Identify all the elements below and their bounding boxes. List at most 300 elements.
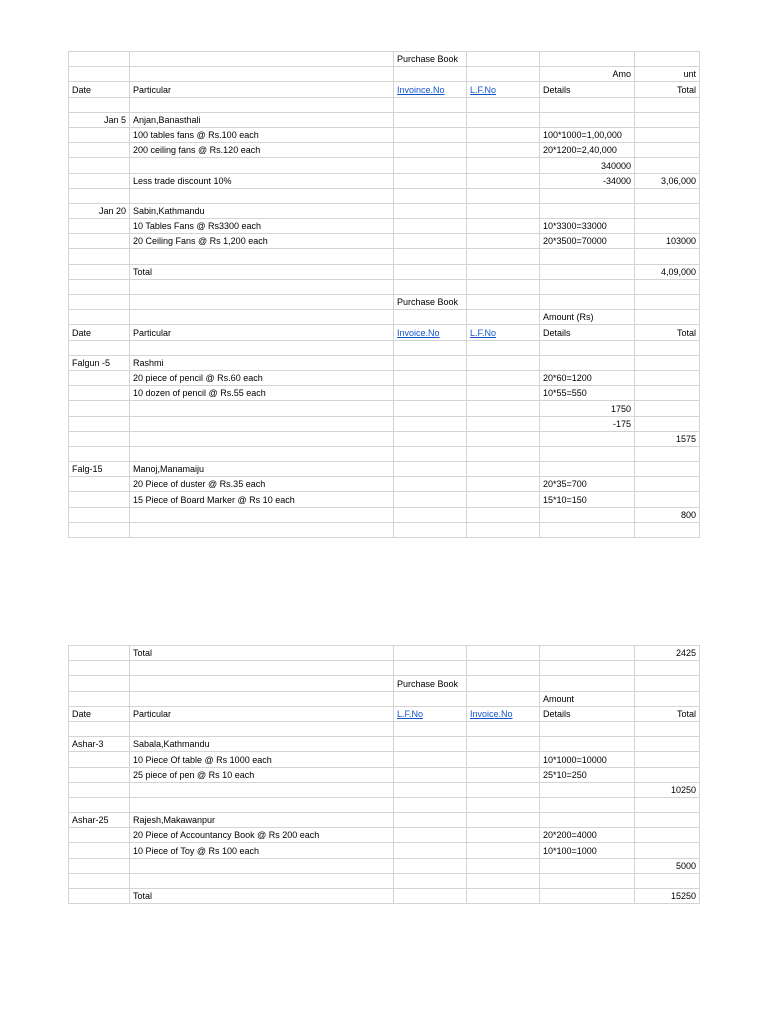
particular-cell <box>130 67 394 82</box>
total-cell <box>635 721 700 736</box>
date-cell <box>69 477 130 492</box>
total-cell: 15250 <box>635 889 700 904</box>
ref-no-cell: Purchase Book <box>394 295 467 310</box>
ledger-row <box>69 416 700 431</box>
total-cell <box>635 661 700 676</box>
date-cell <box>69 249 130 264</box>
ref-no-2-cell <box>467 279 540 294</box>
date-cell <box>69 446 130 461</box>
ledger-row <box>69 737 700 752</box>
ref-no-cell <box>394 737 467 752</box>
date-cell <box>69 52 130 67</box>
date-cell <box>69 143 130 158</box>
ledger-row <box>69 889 700 904</box>
particular-cell <box>130 507 394 522</box>
ref-no-cell <box>394 797 467 812</box>
ref-no-2-cell <box>467 295 540 310</box>
particular-cell: Particular <box>130 82 394 97</box>
ref-no-2-cell <box>467 737 540 752</box>
ref-no-cell <box>394 843 467 858</box>
ref-no-2-cell <box>467 507 540 522</box>
total-cell <box>635 143 700 158</box>
particular-cell: 10 Piece of Toy @ Rs 100 each <box>130 843 394 858</box>
details-cell <box>540 462 635 477</box>
ref-no-2-cell <box>467 492 540 507</box>
particular-cell <box>130 691 394 706</box>
total-cell: Total <box>635 325 700 340</box>
ref-no-cell <box>394 477 467 492</box>
ledger-row <box>69 355 700 370</box>
ledger-row <box>69 370 700 385</box>
details-cell: -34000 <box>540 173 635 188</box>
ref-no-2-cell <box>467 462 540 477</box>
ref-no-2-cell <box>467 691 540 706</box>
particular-cell <box>130 310 394 325</box>
ref-no-2-cell <box>467 173 540 188</box>
header-link-cell[interactable]: L.F.No <box>467 82 540 97</box>
ledger-row <box>69 67 700 82</box>
ref-no-2-cell <box>467 203 540 218</box>
details-cell <box>540 249 635 264</box>
total-cell <box>635 416 700 431</box>
details-cell <box>540 188 635 203</box>
date-cell <box>69 401 130 416</box>
details-cell: 10*55=550 <box>540 386 635 401</box>
ledger-row <box>69 446 700 461</box>
ref-no-2-cell <box>467 873 540 888</box>
ref-no-2-cell <box>467 661 540 676</box>
purchase-book-sheet-page-1 <box>68 51 700 538</box>
date-cell <box>69 67 130 82</box>
particular-cell <box>130 858 394 873</box>
date-cell <box>69 97 130 112</box>
ledger-row <box>69 858 700 873</box>
details-cell <box>540 264 635 279</box>
ledger-row <box>69 752 700 767</box>
total-cell: Total <box>635 82 700 97</box>
ledger-row <box>69 462 700 477</box>
ref-no-2-cell <box>467 112 540 127</box>
ledger-row <box>69 143 700 158</box>
total-cell <box>635 752 700 767</box>
date-cell <box>69 279 130 294</box>
total-cell: 1575 <box>635 431 700 446</box>
particular-cell: 10 Piece Of table @ Rs 1000 each <box>130 752 394 767</box>
particular-cell <box>130 873 394 888</box>
date-cell <box>69 431 130 446</box>
particular-cell: Total <box>130 264 394 279</box>
total-cell <box>635 295 700 310</box>
ledger-row <box>69 721 700 736</box>
total-cell <box>635 279 700 294</box>
particular-cell <box>130 158 394 173</box>
details-cell: Details <box>540 82 635 97</box>
total-cell: unt <box>635 67 700 82</box>
date-cell <box>69 492 130 507</box>
ref-no-cell <box>394 767 467 782</box>
ref-no-cell <box>394 386 467 401</box>
details-cell: 20*200=4000 <box>540 828 635 843</box>
details-cell: 340000 <box>540 158 635 173</box>
details-cell: Amount <box>540 691 635 706</box>
ledger-row <box>69 173 700 188</box>
ledger-row <box>69 249 700 264</box>
total-cell <box>635 813 700 828</box>
ref-no-cell <box>394 813 467 828</box>
ref-no-2-cell <box>467 797 540 812</box>
ledger-row <box>69 295 700 310</box>
ref-no-cell <box>394 203 467 218</box>
ref-no-cell <box>394 446 467 461</box>
ref-no-2-cell <box>467 219 540 234</box>
ref-no-cell <box>394 507 467 522</box>
details-cell <box>540 340 635 355</box>
ledger-row <box>69 127 700 142</box>
total-cell <box>635 219 700 234</box>
ledger-row <box>69 401 700 416</box>
date-cell: Date <box>69 706 130 721</box>
particular-cell <box>130 797 394 812</box>
ledger-row <box>69 264 700 279</box>
particular-cell <box>130 279 394 294</box>
details-cell: 15*10=150 <box>540 492 635 507</box>
particular-cell: 10 Tables Fans @ Rs3300 each <box>130 219 394 234</box>
ref-no-cell: Purchase Book <box>394 676 467 691</box>
particular-cell <box>130 97 394 112</box>
date-cell: Ashar-3 <box>69 737 130 752</box>
ref-no-2-cell <box>467 767 540 782</box>
ledger-row <box>69 477 700 492</box>
ref-no-2-cell <box>467 249 540 264</box>
particular-cell: Total <box>130 889 394 904</box>
date-cell <box>69 310 130 325</box>
ref-no-2-cell <box>467 97 540 112</box>
particular-cell: 20 Piece of Accountancy Book @ Rs 200 each <box>130 828 394 843</box>
date-cell <box>69 661 130 676</box>
date-cell <box>69 295 130 310</box>
ledger-row <box>69 767 700 782</box>
total-cell <box>635 112 700 127</box>
ledger-row <box>69 52 700 67</box>
particular-cell: 20 Ceiling Fans @ Rs 1,200 each <box>130 234 394 249</box>
ledger-row <box>69 112 700 127</box>
total-cell <box>635 158 700 173</box>
ref-no-cell <box>394 279 467 294</box>
total-cell <box>635 492 700 507</box>
particular-cell <box>130 446 394 461</box>
date-cell <box>69 721 130 736</box>
date-cell <box>69 416 130 431</box>
particular-cell: Sabala,Kathmandu <box>130 737 394 752</box>
details-cell <box>540 813 635 828</box>
total-cell <box>635 477 700 492</box>
ref-no-2-cell <box>467 52 540 67</box>
date-cell: Jan 20 <box>69 203 130 218</box>
ref-no-cell <box>394 646 467 661</box>
date-cell <box>69 828 130 843</box>
details-cell <box>540 295 635 310</box>
details-cell <box>540 97 635 112</box>
total-cell: 5000 <box>635 858 700 873</box>
details-cell <box>540 355 635 370</box>
date-cell: Jan 5 <box>69 112 130 127</box>
ref-no-cell <box>394 219 467 234</box>
ref-no-2-cell <box>467 416 540 431</box>
header-link-cell[interactable]: L.F.No <box>467 325 540 340</box>
ref-no-cell <box>394 782 467 797</box>
ledger-row <box>69 782 700 797</box>
ledger-row <box>69 386 700 401</box>
date-cell <box>69 676 130 691</box>
ledger-row <box>69 797 700 812</box>
ref-no-2-cell <box>467 813 540 828</box>
total-cell <box>635 737 700 752</box>
particular-cell: Total <box>130 646 394 661</box>
particular-cell <box>130 431 394 446</box>
details-cell <box>540 676 635 691</box>
date-cell <box>69 797 130 812</box>
ledger-row <box>69 507 700 522</box>
ledger-row <box>69 431 700 446</box>
total-cell <box>635 522 700 537</box>
ref-no-2-cell <box>467 676 540 691</box>
ref-no-2-cell <box>467 158 540 173</box>
total-cell <box>635 446 700 461</box>
ref-no-cell <box>394 310 467 325</box>
details-cell <box>540 446 635 461</box>
date-cell <box>69 873 130 888</box>
ref-no-cell <box>394 522 467 537</box>
total-cell <box>635 249 700 264</box>
details-cell <box>540 889 635 904</box>
date-cell <box>69 173 130 188</box>
purchase-book-sheet-page-2 <box>68 645 700 904</box>
ref-no-cell <box>394 234 467 249</box>
ref-no-cell <box>394 492 467 507</box>
ref-no-cell <box>394 67 467 82</box>
ref-no-2-cell <box>467 828 540 843</box>
ref-no-2-cell <box>467 67 540 82</box>
ref-no-2-cell <box>467 264 540 279</box>
ref-no-cell <box>394 264 467 279</box>
details-cell <box>540 873 635 888</box>
details-cell <box>540 203 635 218</box>
ref-no-2-cell <box>467 127 540 142</box>
header-link-cell[interactable]: Invoince.No <box>394 82 467 97</box>
date-cell <box>69 158 130 173</box>
total-cell <box>635 52 700 67</box>
particular-cell: Rashmi <box>130 355 394 370</box>
ref-no-2-cell <box>467 370 540 385</box>
date-cell <box>69 188 130 203</box>
ledger-row <box>69 325 700 340</box>
particular-cell <box>130 782 394 797</box>
ledger-row <box>69 706 700 721</box>
ref-no-2-cell <box>467 340 540 355</box>
ref-no-cell <box>394 188 467 203</box>
total-cell: 4,09,000 <box>635 264 700 279</box>
particular-cell: 10 dozen of pencil @ Rs.55 each <box>130 386 394 401</box>
date-cell <box>69 370 130 385</box>
ledger-row <box>69 873 700 888</box>
details-cell: 100*1000=1,00,000 <box>540 127 635 142</box>
particular-cell <box>130 340 394 355</box>
ref-no-cell <box>394 249 467 264</box>
total-cell <box>635 188 700 203</box>
ledger-row <box>69 522 700 537</box>
details-cell: 10*3300=33000 <box>540 219 635 234</box>
particular-cell <box>130 249 394 264</box>
ref-no-2-cell <box>467 858 540 873</box>
ref-no-2-cell <box>467 477 540 492</box>
total-cell: 2425 <box>635 646 700 661</box>
details-cell: Amo <box>540 67 635 82</box>
details-cell <box>540 431 635 446</box>
ledger-row <box>69 676 700 691</box>
ref-no-cell <box>394 401 467 416</box>
details-cell: 20*1200=2,40,000 <box>540 143 635 158</box>
details-cell <box>540 522 635 537</box>
date-cell <box>69 264 130 279</box>
total-cell: 800 <box>635 507 700 522</box>
ref-no-cell <box>394 431 467 446</box>
ledger-row <box>69 828 700 843</box>
details-cell: 20*35=700 <box>540 477 635 492</box>
ref-no-cell <box>394 127 467 142</box>
total-cell <box>635 203 700 218</box>
ref-no-cell <box>394 661 467 676</box>
ref-no-cell <box>394 370 467 385</box>
total-cell <box>635 676 700 691</box>
ref-no-2-cell <box>467 721 540 736</box>
total-cell <box>635 310 700 325</box>
details-cell <box>540 737 635 752</box>
details-cell: 25*10=250 <box>540 767 635 782</box>
ledger-row <box>69 691 700 706</box>
ref-no-cell <box>394 340 467 355</box>
date-cell <box>69 752 130 767</box>
ref-no-2-cell <box>467 646 540 661</box>
total-cell <box>635 462 700 477</box>
date-cell <box>69 691 130 706</box>
ref-no-2-cell <box>467 355 540 370</box>
ref-no-2-cell <box>467 431 540 446</box>
particular-cell: Anjan,Banasthali <box>130 112 394 127</box>
particular-cell <box>130 721 394 736</box>
date-cell <box>69 234 130 249</box>
particular-cell: 25 piece of pen @ Rs 10 each <box>130 767 394 782</box>
ledger-row <box>69 813 700 828</box>
ledger-row <box>69 219 700 234</box>
particular-cell: Rajesh,Makawanpur <box>130 813 394 828</box>
ref-no-cell <box>394 858 467 873</box>
date-cell <box>69 507 130 522</box>
ref-no-2-cell <box>467 401 540 416</box>
header-link-cell[interactable]: L.F.No <box>394 706 467 721</box>
ledger-row <box>69 158 700 173</box>
ledger-row <box>69 310 700 325</box>
header-link-cell[interactable]: Invoice.No <box>467 706 540 721</box>
ref-no-cell <box>394 355 467 370</box>
ref-no-2-cell <box>467 234 540 249</box>
total-cell <box>635 401 700 416</box>
details-cell: -175 <box>540 416 635 431</box>
ref-no-cell <box>394 112 467 127</box>
date-cell <box>69 340 130 355</box>
ledger-row <box>69 188 700 203</box>
ref-no-cell <box>394 873 467 888</box>
ref-no-cell <box>394 173 467 188</box>
ledger-row <box>69 82 700 97</box>
details-cell <box>540 721 635 736</box>
total-cell <box>635 843 700 858</box>
date-cell <box>69 522 130 537</box>
date-cell <box>69 782 130 797</box>
total-cell <box>635 355 700 370</box>
ref-no-cell: Purchase Book <box>394 52 467 67</box>
ref-no-2-cell <box>467 889 540 904</box>
details-cell: Details <box>540 325 635 340</box>
ref-no-cell <box>394 97 467 112</box>
details-cell: 10*1000=10000 <box>540 752 635 767</box>
total-cell <box>635 370 700 385</box>
ref-no-2-cell <box>467 752 540 767</box>
particular-cell: 15 Piece of Board Marker @ Rs 10 each <box>130 492 394 507</box>
total-cell <box>635 340 700 355</box>
details-cell: 1750 <box>540 401 635 416</box>
ref-no-2-cell <box>467 522 540 537</box>
total-cell <box>635 797 700 812</box>
total-cell: 103000 <box>635 234 700 249</box>
ref-no-cell <box>394 416 467 431</box>
details-cell <box>540 279 635 294</box>
ref-no-cell <box>394 462 467 477</box>
ledger-row <box>69 203 700 218</box>
total-cell <box>635 691 700 706</box>
particular-cell <box>130 188 394 203</box>
particular-cell: Less trade discount 10% <box>130 173 394 188</box>
ref-no-cell <box>394 721 467 736</box>
ledger-row <box>69 646 700 661</box>
particular-cell: Particular <box>130 325 394 340</box>
details-cell <box>540 112 635 127</box>
date-cell <box>69 219 130 234</box>
ledger-row <box>69 340 700 355</box>
ref-no-cell <box>394 889 467 904</box>
ref-no-cell <box>394 828 467 843</box>
ref-no-2-cell <box>467 386 540 401</box>
total-cell <box>635 873 700 888</box>
ref-no-2-cell <box>467 143 540 158</box>
ref-no-2-cell <box>467 188 540 203</box>
header-link-cell[interactable]: Invoice.No <box>394 325 467 340</box>
ref-no-cell <box>394 691 467 706</box>
ref-no-2-cell <box>467 782 540 797</box>
particular-cell: 100 tables fans @ Rs.100 each <box>130 127 394 142</box>
ledger-row <box>69 843 700 858</box>
particular-cell: 200 ceiling fans @ Rs.120 each <box>130 143 394 158</box>
date-cell: Falg-15 <box>69 462 130 477</box>
date-cell <box>69 767 130 782</box>
particular-cell <box>130 295 394 310</box>
details-cell: Details <box>540 706 635 721</box>
total-cell <box>635 386 700 401</box>
details-cell <box>540 797 635 812</box>
details-cell: Amount (Rs) <box>540 310 635 325</box>
details-cell: 20*3500=70000 <box>540 234 635 249</box>
date-cell <box>69 127 130 142</box>
details-cell <box>540 858 635 873</box>
